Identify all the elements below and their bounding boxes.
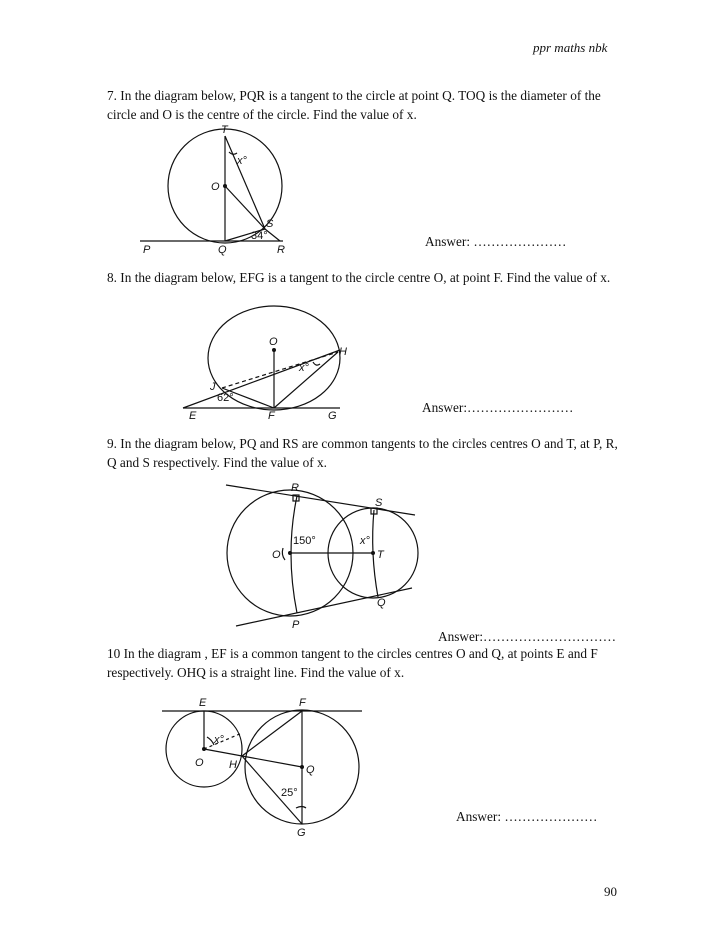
q10-label-h: H xyxy=(229,759,237,771)
q10-label-f: F xyxy=(299,697,306,709)
q7-label-s: S xyxy=(266,218,274,230)
q8-label-o: O xyxy=(269,336,278,348)
q10-label-g: G xyxy=(297,827,306,839)
question-10-text: 10 In the diagram , EF is a common tangent to the circles centres O and Q, at points E and F respectively. OHQ is a straight line. Find the value of x. xyxy=(107,646,598,680)
q9-label-o: O xyxy=(272,549,281,561)
q7-label-p: P xyxy=(143,244,151,256)
q8-label-g: G xyxy=(328,410,337,422)
q10-label-o: O xyxy=(195,757,204,769)
q8-angle-label: 62° xyxy=(217,392,234,404)
page-header: ppr maths nbk xyxy=(533,40,608,55)
question-8-text: 8. In the diagram below, EFG is a tangent to the circle centre O, at point F. Find the value of x. xyxy=(107,270,611,285)
q10-label-q: Q xyxy=(306,764,315,776)
q8-label-x: x° xyxy=(299,362,309,374)
question-9-answer: Answer:………………………… xyxy=(438,629,617,644)
question-9-text: 9. In the diagram below, PQ and RS are common tangents to the circles centres O and T, at P, R, Q and S respectively. Find the value of x. xyxy=(107,436,618,470)
question-7-answer: Answer: ………………… xyxy=(425,234,567,249)
q9-angle-label: 150° xyxy=(293,535,316,547)
q9-label-x: x° xyxy=(360,535,370,547)
q9-label-p: P xyxy=(292,619,300,631)
q9-label-s: S xyxy=(375,497,383,509)
page-number: 90 xyxy=(604,884,617,899)
q7-label-x: x° xyxy=(237,155,247,167)
q9-label-q: Q xyxy=(377,597,386,609)
q9-label-r: R xyxy=(291,482,299,494)
q7-label-q: Q xyxy=(218,244,227,256)
q7-label-t: T xyxy=(221,124,228,136)
q10-label-x: x° xyxy=(214,734,224,746)
q7-label-r: R xyxy=(277,244,285,256)
q10-angle-label: 25° xyxy=(281,787,298,799)
q7-label-o: O xyxy=(211,181,220,193)
question-8-answer: Answer:…………………… xyxy=(422,400,574,415)
q10-label-e: E xyxy=(199,697,207,709)
q7-angle-label: 34° xyxy=(251,230,268,242)
question-7-text: 7. In the diagram below, PQR is a tangent to the circle at point Q. TOQ is the diameter of the circle and O is the centre of the circle. Find the value of x. xyxy=(107,88,601,122)
question-10-answer: Answer: ………………… xyxy=(456,809,598,824)
q9-label-t: T xyxy=(377,549,384,561)
q8-label-f: F xyxy=(268,410,275,422)
q8-label-h: H xyxy=(339,346,347,358)
q8-label-e: E xyxy=(189,410,197,422)
q8-label-j: J xyxy=(210,381,216,393)
